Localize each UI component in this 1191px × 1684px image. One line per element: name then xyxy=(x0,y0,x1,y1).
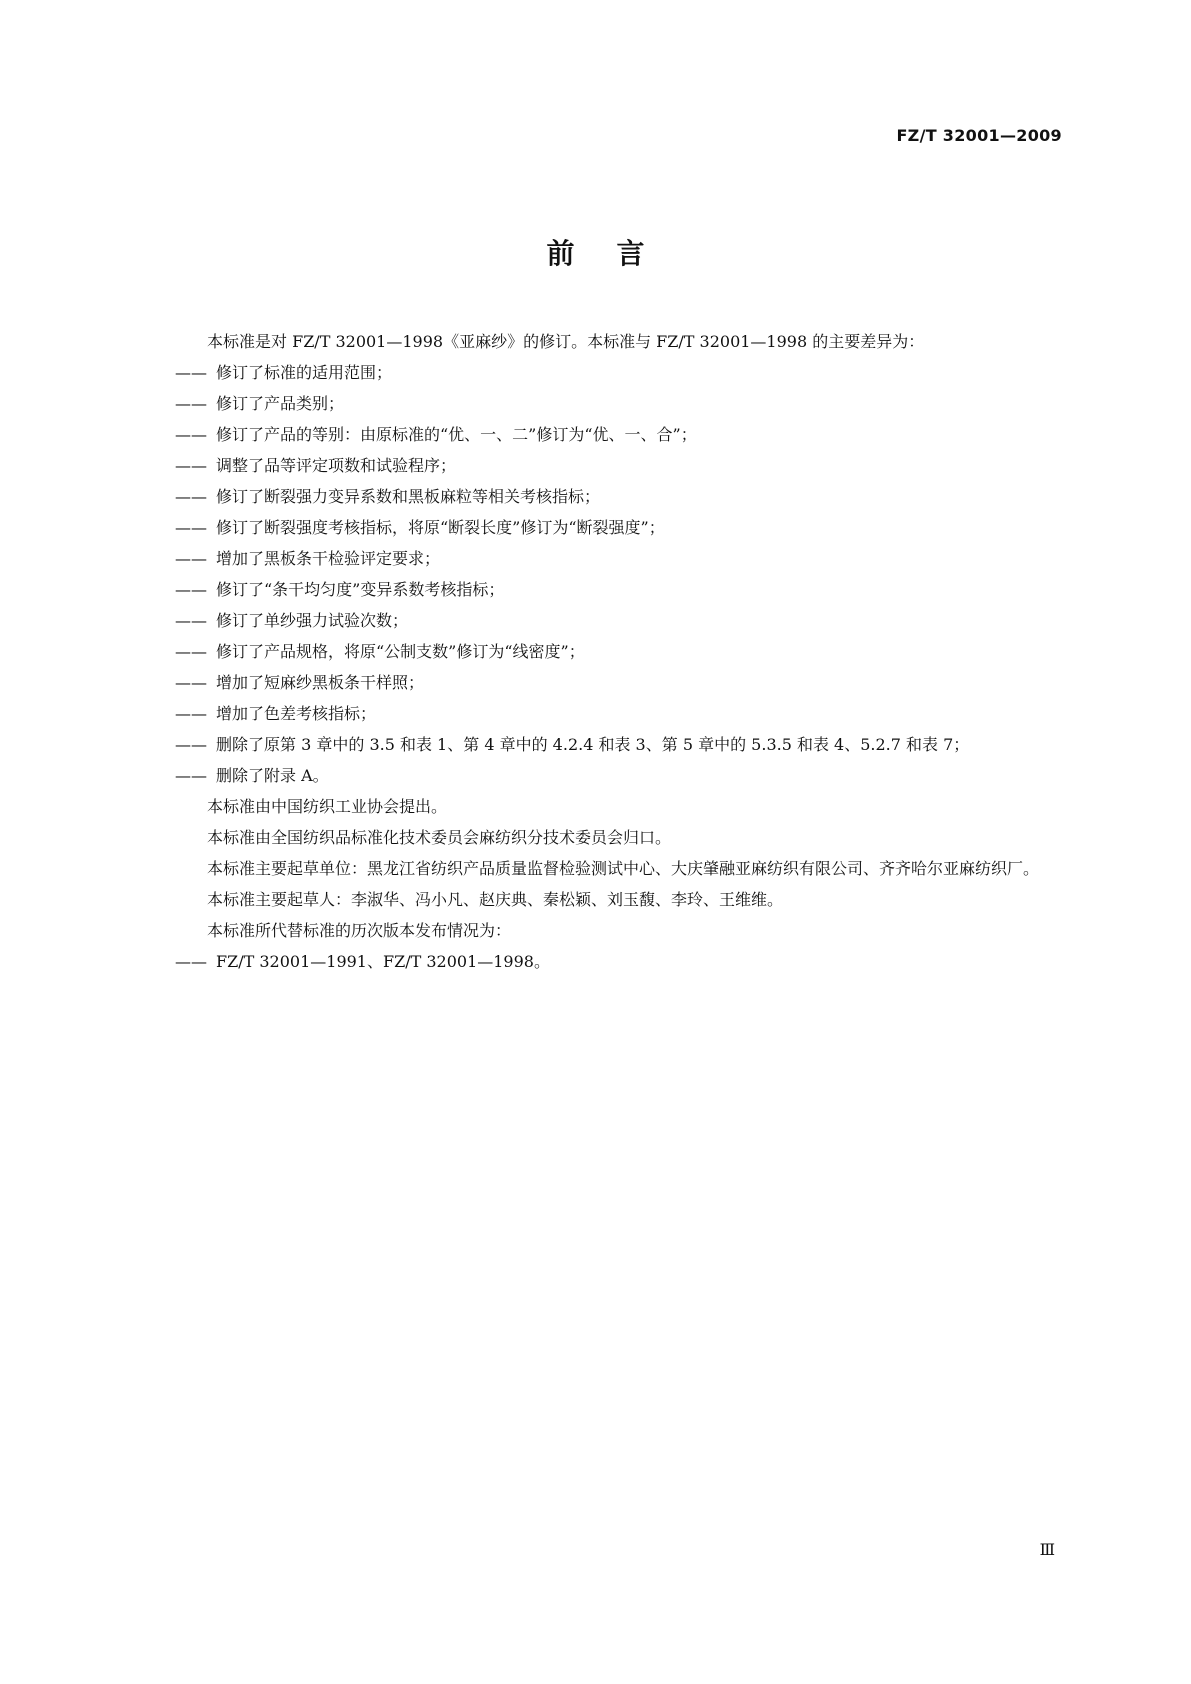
change-item xyxy=(175,450,1061,481)
list-item-text: 修订了单纱强力试验次数； xyxy=(216,611,409,630)
change-item xyxy=(175,760,1061,791)
change-item xyxy=(175,636,1061,667)
list-dash: —— xyxy=(175,704,207,723)
list-dash: —— xyxy=(175,642,207,661)
list-item-text: 修订了标准的适用范围； xyxy=(216,363,393,382)
list-item-text: 增加了短麻纱黑板条干样照； xyxy=(216,673,425,692)
document-code: FZ/T 32001—2009 xyxy=(896,126,1062,145)
list-dash: —— xyxy=(175,394,207,413)
list-item-text: 修订了断裂强度考核指标，将原“断裂长度”修订为“断裂强度”； xyxy=(216,518,665,537)
change-item xyxy=(175,512,1061,543)
list-dash: —— xyxy=(175,580,207,599)
centralized-by-paragraph: 本标准由全国纺织品标准化技术委员会麻纺织分技术委员会归口。 xyxy=(207,828,672,847)
history-item xyxy=(175,946,1061,977)
list-dash: —— xyxy=(175,363,207,382)
drafting-units-paragraph: 本标准主要起草单位：黑龙江省纺织产品质量监督检验测试中心、大庆肇融亚麻纺织有限公司、齐齐哈尔亚麻纺织厂。 xyxy=(207,859,1040,878)
change-item xyxy=(175,729,1061,760)
list-item-text: 删除了附录 A。 xyxy=(216,766,329,785)
change-item xyxy=(175,419,1061,450)
list-item-text: FZ/T 32001—1991、FZ/T 32001—1998。 xyxy=(216,952,550,971)
change-item xyxy=(175,698,1061,729)
list-dash: —— xyxy=(175,456,207,475)
change-item xyxy=(175,605,1061,636)
list-dash: —— xyxy=(175,425,207,444)
change-item xyxy=(175,574,1061,605)
list-dash: —— xyxy=(175,611,207,630)
intro-paragraph: 本标准是对 FZ/T 32001—1998《亚麻纱》的修订。本标准与 FZ/T 32001—1998 的主要差异为： xyxy=(207,332,925,351)
list-dash: —— xyxy=(175,549,207,568)
list-dash: —— xyxy=(175,735,207,754)
list-item-text: 增加了色差考核指标； xyxy=(216,704,377,723)
history-list xyxy=(175,946,1061,977)
list-item-text: 调整了品等评定项数和试验程序； xyxy=(216,456,457,475)
change-item xyxy=(175,481,1061,512)
list-item-text: 删除了原第 3 章中的 3.5 和表 1、第 4 章中的 4.2.4 和表 3、第 5 章中的 5.3.5 和表 4、5.2.7 和表 7； xyxy=(216,735,970,754)
drafters-paragraph: 本标准主要起草人：李淑华、冯小凡、赵庆典、秦松颖、刘玉馥、李玲、王维维。 xyxy=(207,890,784,909)
changes-list xyxy=(175,357,1061,791)
list-item-text: 修订了产品的等别：由原标准的“优、一、二”修订为“优、一、合”； xyxy=(216,425,697,444)
change-item xyxy=(175,667,1061,698)
page-title: 前言 xyxy=(546,237,687,270)
foreword-body xyxy=(175,326,1061,977)
list-item-text: 增加了黑板条干检验评定要求； xyxy=(216,549,441,568)
change-item xyxy=(175,543,1061,574)
list-dash: —— xyxy=(175,952,207,971)
list-dash: —— xyxy=(175,766,207,785)
list-item-text: 修订了产品类别； xyxy=(216,394,345,413)
list-dash: —— xyxy=(175,673,207,692)
list-item-text: 修订了断裂强力变异系数和黑板麻粒等相关考核指标； xyxy=(216,487,601,506)
list-dash: —— xyxy=(175,487,207,506)
proposed-by-paragraph: 本标准由中国纺织工业协会提出。 xyxy=(207,797,448,816)
history-intro-paragraph: 本标准所代替标准的历次版本发布情况为： xyxy=(207,921,512,940)
page-number: Ⅲ xyxy=(1039,1540,1055,1559)
change-item xyxy=(175,388,1061,419)
change-item xyxy=(175,357,1061,388)
list-dash: —— xyxy=(175,518,207,537)
list-item-text: 修订了“条干均匀度”变异系数考核指标； xyxy=(216,580,505,599)
list-item-text: 修订了产品规格，将原“公制支数”修订为“线密度”； xyxy=(216,642,585,661)
